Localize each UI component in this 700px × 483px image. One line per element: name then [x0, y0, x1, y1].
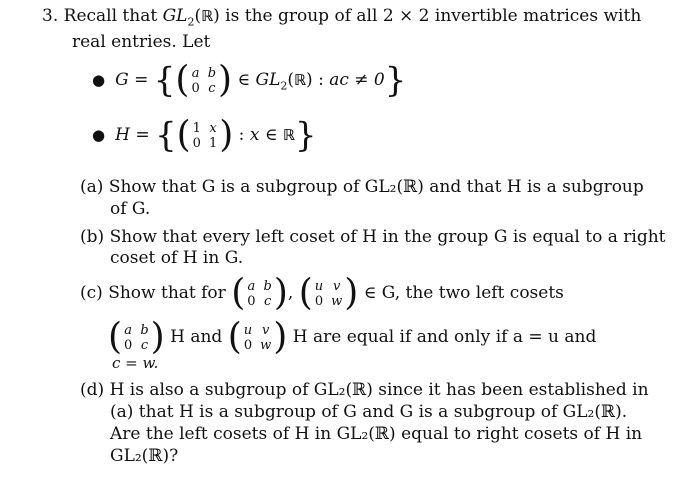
part-d-text-4: GL₂(ℝ)?	[110, 446, 179, 466]
right-brace: }	[384, 60, 407, 101]
part-a-text-2: of G.	[110, 199, 151, 219]
part-c-text-5: c = w.	[112, 354, 159, 372]
gl-subscript: 2	[187, 15, 195, 29]
part-d-line-4	[110, 446, 178, 466]
left-paren: (	[298, 272, 313, 314]
matrix-h: 1 x 0 1	[192, 120, 218, 151]
part-b-text-1: Show that every left coset of H in the group G is equal to a right	[109, 227, 666, 247]
left-brace: {	[154, 115, 177, 156]
part-c-text-4: H are equal if and only if a = u and	[292, 327, 597, 347]
part-a-label: (a)	[80, 177, 104, 197]
part-c-line-3	[112, 353, 158, 373]
gl-symbol: GL	[162, 6, 188, 26]
part-b-line-2	[110, 248, 243, 268]
part-a-line-2	[110, 199, 150, 219]
matrix-g: a b 0 c	[191, 65, 217, 96]
part-b-label: (b)	[80, 227, 105, 247]
part-d-line-3	[110, 424, 642, 444]
left-paren: (	[227, 316, 242, 358]
right-paren: )	[344, 272, 359, 314]
set-h-name: H	[115, 125, 130, 145]
left-paren: (	[175, 59, 190, 101]
bullet-icon: ●	[92, 71, 106, 89]
left-paren: (	[176, 114, 191, 156]
matrix-uvw: u v 0 w	[314, 278, 343, 309]
matrix-abc: a b 0 c	[247, 278, 272, 309]
intro-line-1: 3. Recall that $GL_2(ℝ)$ is the group of all 2 × 2 invertible matrices with	[42, 6, 642, 29]
part-c-text-2: ∈ G, the two left cosets	[363, 283, 564, 303]
right-paren: )	[273, 316, 288, 358]
intro-text-2: is the group of all 2 × 2 invertible matrices with	[219, 6, 642, 26]
part-a-line-1	[80, 177, 644, 197]
right-brace: }	[294, 115, 317, 156]
part-c-text-1: Show that for	[108, 283, 226, 303]
part-c-line-2	[108, 318, 596, 356]
reals-symbol: ℝ	[201, 7, 214, 25]
part-c-line-1: (c) Show that for ( a b 0 c ), ( u v 0 w ) ∈ G, the two left cosets	[80, 272, 564, 314]
problem-number: 3.	[42, 6, 59, 26]
part-d-line-1	[80, 380, 649, 400]
right-paren: )	[273, 272, 288, 314]
left-paren: (	[108, 316, 123, 358]
bullet-icon: ●	[92, 126, 106, 144]
part-d-line-2	[110, 402, 627, 422]
part-d-text-3: Are the left cosets of H in GL₂(ℝ) equal to right cosets of H in	[110, 424, 643, 444]
matrix-uvw-2: u v 0 w	[243, 322, 272, 353]
left-paren: (	[231, 272, 246, 314]
intro-text-1: Recall that	[63, 6, 163, 26]
part-c-label: (c)	[80, 283, 103, 303]
bullet-h: ● H = {( 1 x 0 1 ) : x ∈ ℝ}	[92, 114, 317, 156]
intro-text-3: real entries. Let	[72, 32, 211, 52]
set-g-name: G	[115, 70, 129, 90]
part-d-text-2: (a) that H is a subgroup of G and G is a subgroup of GL₂(ℝ).	[110, 402, 628, 422]
part-b-text-2: coset of H in G.	[110, 248, 244, 268]
g-condition: ac ≠ 0	[329, 70, 385, 90]
left-brace: {	[153, 60, 176, 101]
part-d-label: (d)	[80, 380, 105, 400]
matrix-abc-2: a b 0 c	[124, 322, 149, 353]
intro-line-2	[72, 32, 210, 52]
right-paren: )	[218, 59, 233, 101]
right-paren: )	[150, 316, 165, 358]
bullet-g: ● G = {( a b 0 c ) ∈ $GL_2(ℝ)$ : ac ≠ 0}	[92, 59, 407, 101]
part-a-text-1: Show that G is a subgroup of GL₂(ℝ) and that H is a subgroup	[108, 177, 644, 197]
part-c-text-3: H and	[170, 327, 223, 347]
part-d-text-1: H is also a subgroup of GL₂(ℝ) since it has been established in	[109, 380, 649, 400]
right-paren: )	[219, 114, 234, 156]
part-b-line-1	[80, 227, 665, 247]
h-condition: x ∈	[249, 125, 278, 145]
